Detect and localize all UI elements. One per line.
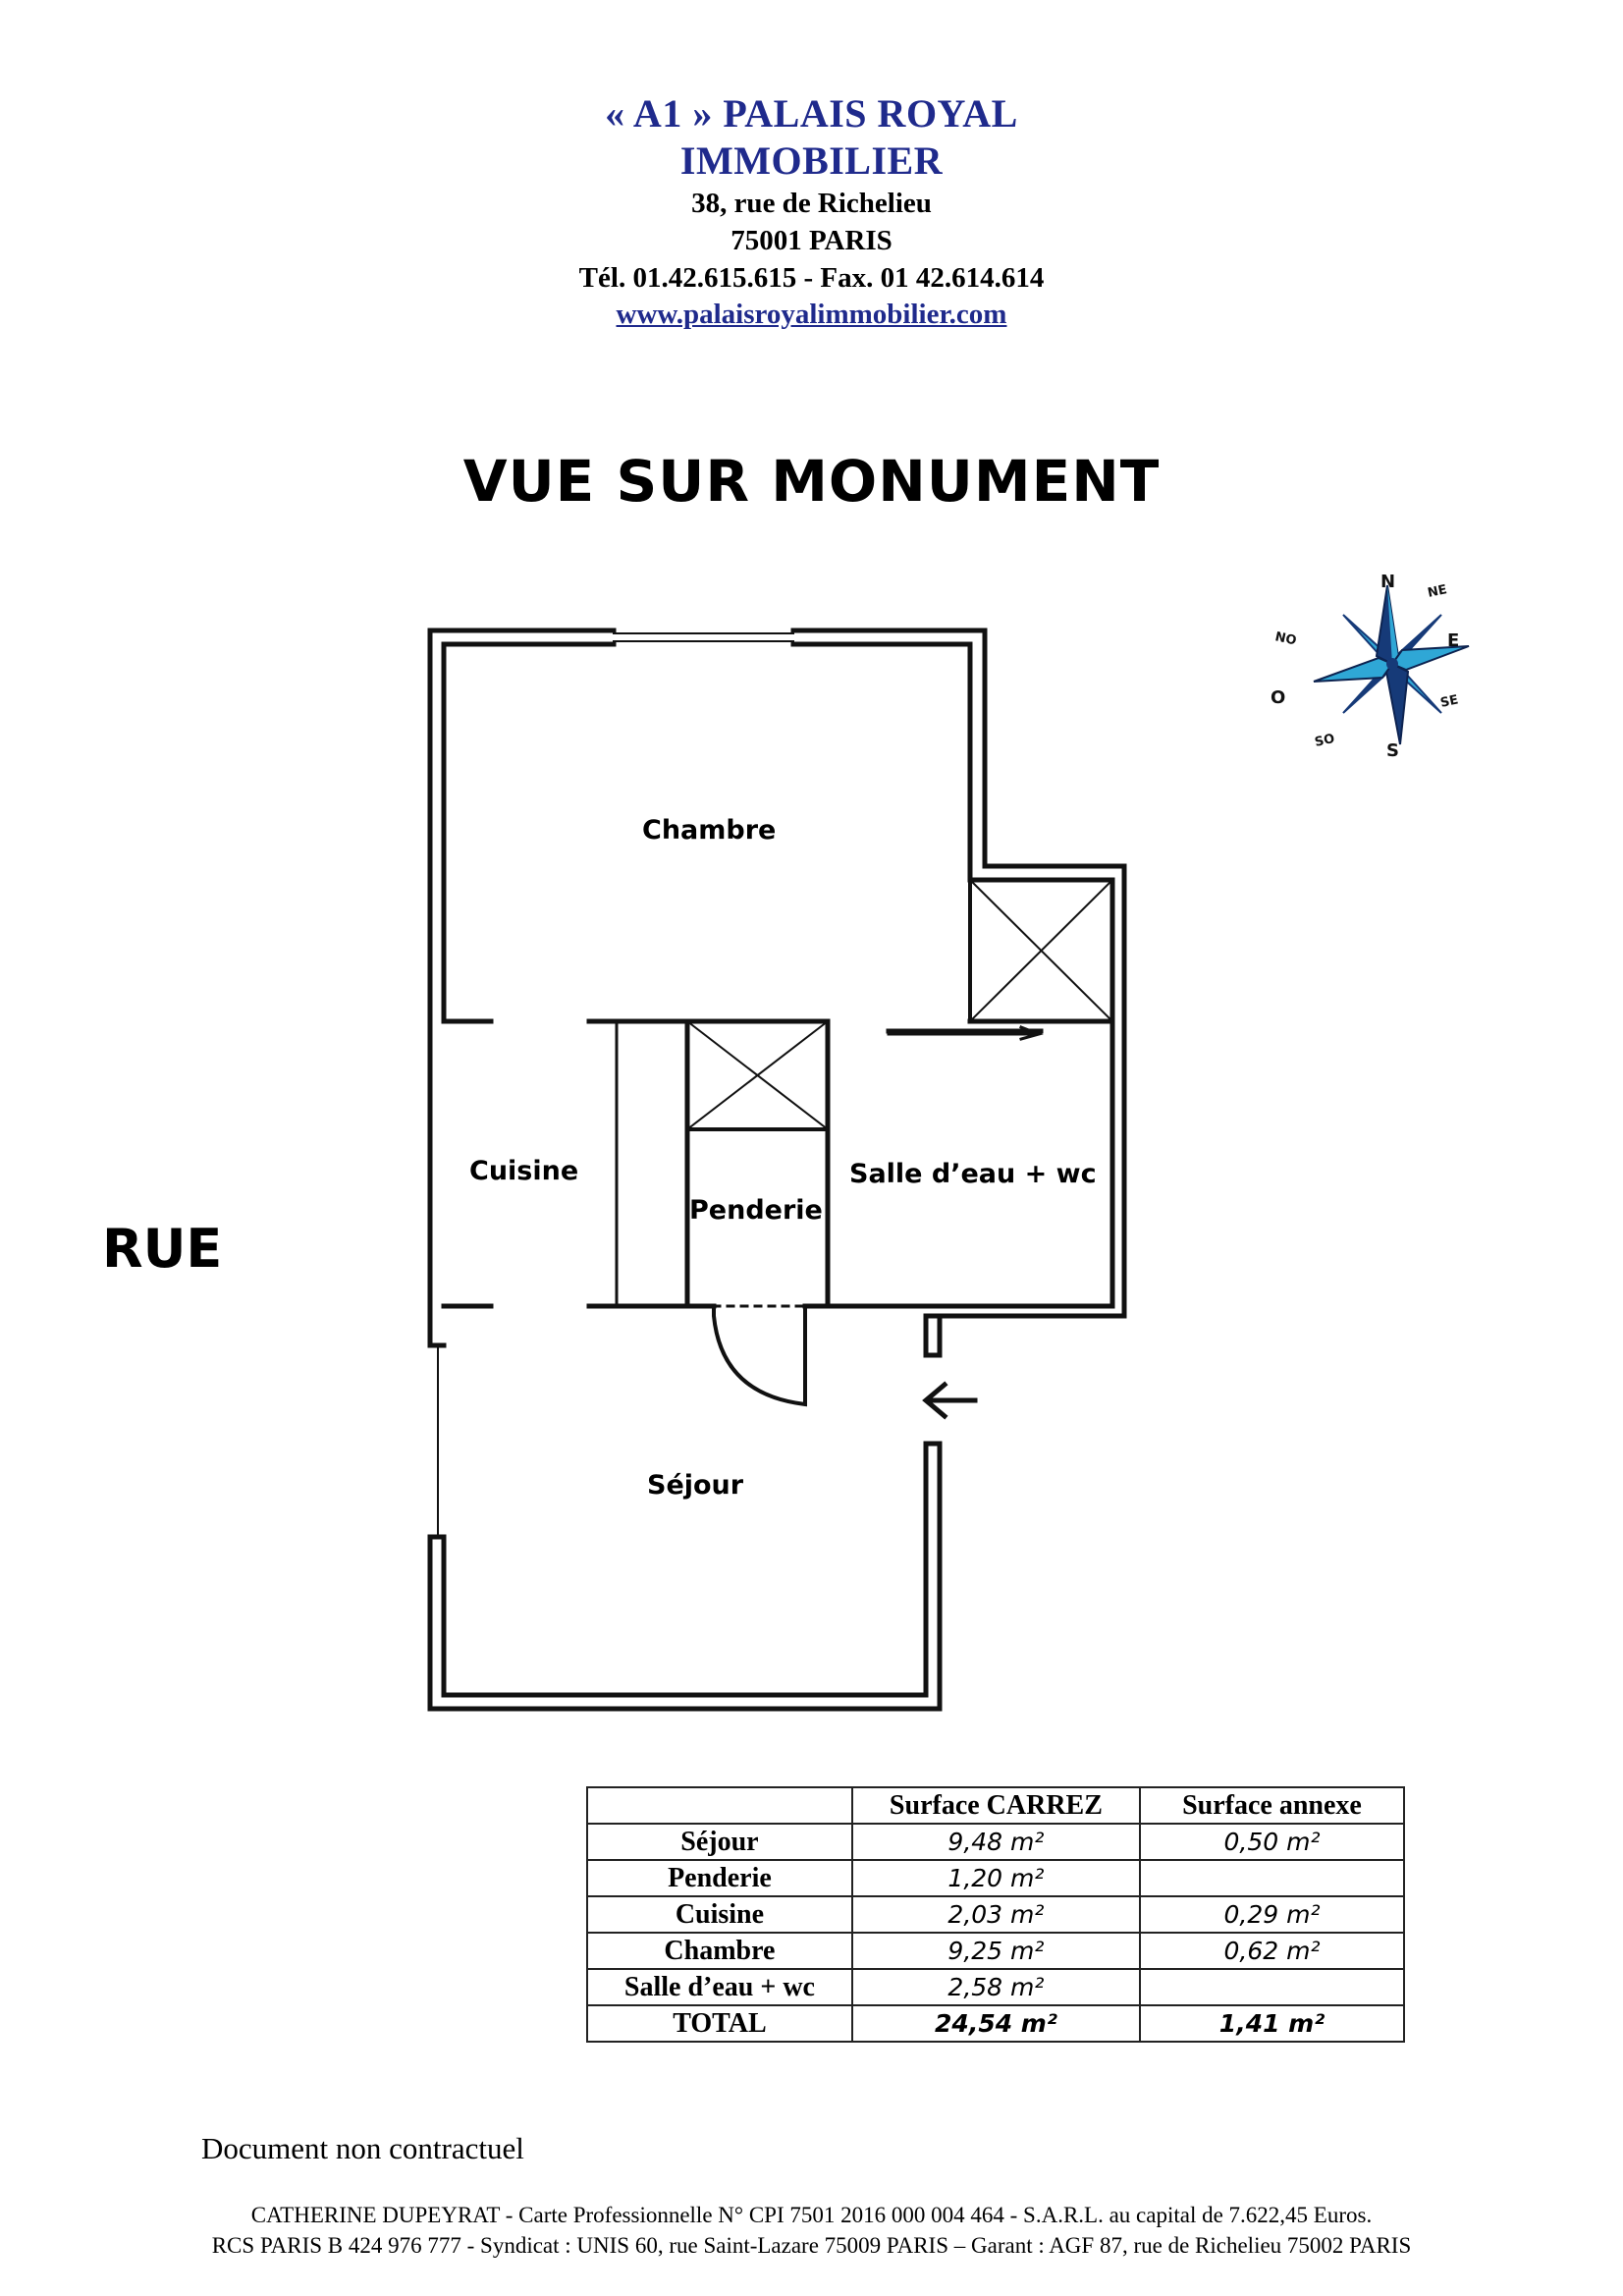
compass-o: O xyxy=(1271,687,1286,708)
table-row xyxy=(587,1969,1404,2005)
row-carrez: 24,54 m² xyxy=(852,2005,1140,2042)
room-label-sejour: Séjour xyxy=(647,1470,744,1501)
disclaimer: Document non contractuel xyxy=(201,2131,524,2165)
table-header-annexe: Surface annexe xyxy=(1140,1787,1404,1824)
row-carrez: 2,03 m² xyxy=(852,1896,1140,1933)
table-row xyxy=(587,1933,1404,1969)
row-annexe xyxy=(1140,1969,1404,2005)
table-row xyxy=(587,1896,1404,1933)
row-annexe: 0,62 m² xyxy=(1140,1933,1404,1969)
footer-line-1: CATHERINE DUPEYRAT - Carte Professionnelle N° CPI 7501 2016 000 004 464 - S.A.R.L. au capital de 7.622,45 Euros. xyxy=(250,2203,1373,2227)
row-room: TOTAL xyxy=(587,2005,852,2042)
agency-city: 75001 PARIS xyxy=(730,225,893,256)
room-label-salle-eau: Salle d’eau + wc xyxy=(849,1159,1097,1189)
table-row-total xyxy=(587,2005,1404,2042)
footer-line-2: RCS PARIS B 424 976 777 - Syndicat : UNIS 60, rue Saint-Lazare 75009 PARIS – Garant : AGF 87, rue de Richelieu 75002 PARIS xyxy=(211,2233,1412,2258)
compass-se: SE xyxy=(1438,692,1460,711)
surface-table xyxy=(586,1786,1405,2043)
agency-name: « A1 » PALAIS ROYAL xyxy=(605,91,1018,136)
room-label-chambre: Chambre xyxy=(642,815,777,846)
row-room: Chambre xyxy=(587,1933,852,1969)
row-room: Penderie xyxy=(587,1860,852,1896)
table-row xyxy=(587,1860,1404,1896)
row-carrez: 9,48 m² xyxy=(852,1824,1140,1860)
row-annexe: 1,41 m² xyxy=(1140,2005,1404,2042)
room-label-penderie: Penderie xyxy=(689,1195,823,1226)
row-annexe xyxy=(1140,1860,1404,1896)
table-row xyxy=(587,1824,1404,1860)
page-title: VUE SUR MONUMENT xyxy=(462,448,1161,515)
room-label-cuisine: Cuisine xyxy=(469,1156,579,1186)
row-room: Cuisine xyxy=(587,1896,852,1933)
compass-so: SO xyxy=(1313,731,1336,750)
compass-no: NO xyxy=(1273,629,1298,649)
agency-phone-fax: Tél. 01.42.615.615 - Fax. 01 42.614.614 xyxy=(578,262,1045,294)
table-header-room xyxy=(587,1787,852,1824)
agency-name-line2: IMMOBILIER xyxy=(679,138,944,183)
compass-e: E xyxy=(1447,630,1460,651)
row-room: Séjour xyxy=(587,1824,852,1860)
row-annexe: 0,29 m² xyxy=(1140,1896,1404,1933)
compass-rose-icon xyxy=(1247,560,1473,776)
compass-s: S xyxy=(1386,740,1399,761)
table-header-carrez: Surface CARREZ xyxy=(852,1787,1140,1824)
row-carrez: 2,58 m² xyxy=(852,1969,1140,2005)
footer xyxy=(0,2200,1623,2261)
compass-n: N xyxy=(1380,572,1396,592)
row-carrez: 9,25 m² xyxy=(852,1933,1140,1969)
row-carrez: 1,20 m² xyxy=(852,1860,1140,1896)
agency-street: 38, rue de Richelieu xyxy=(691,188,932,219)
street-label: RUE xyxy=(102,1218,223,1280)
row-annexe: 0,50 m² xyxy=(1140,1824,1404,1860)
agency-website-link[interactable]: www.palaisroyalimmobilier.com xyxy=(616,299,1007,330)
row-room: Salle d’eau + wc xyxy=(587,1969,852,2005)
table-header-row xyxy=(587,1787,1404,1824)
compass-ne: NE xyxy=(1426,582,1449,601)
